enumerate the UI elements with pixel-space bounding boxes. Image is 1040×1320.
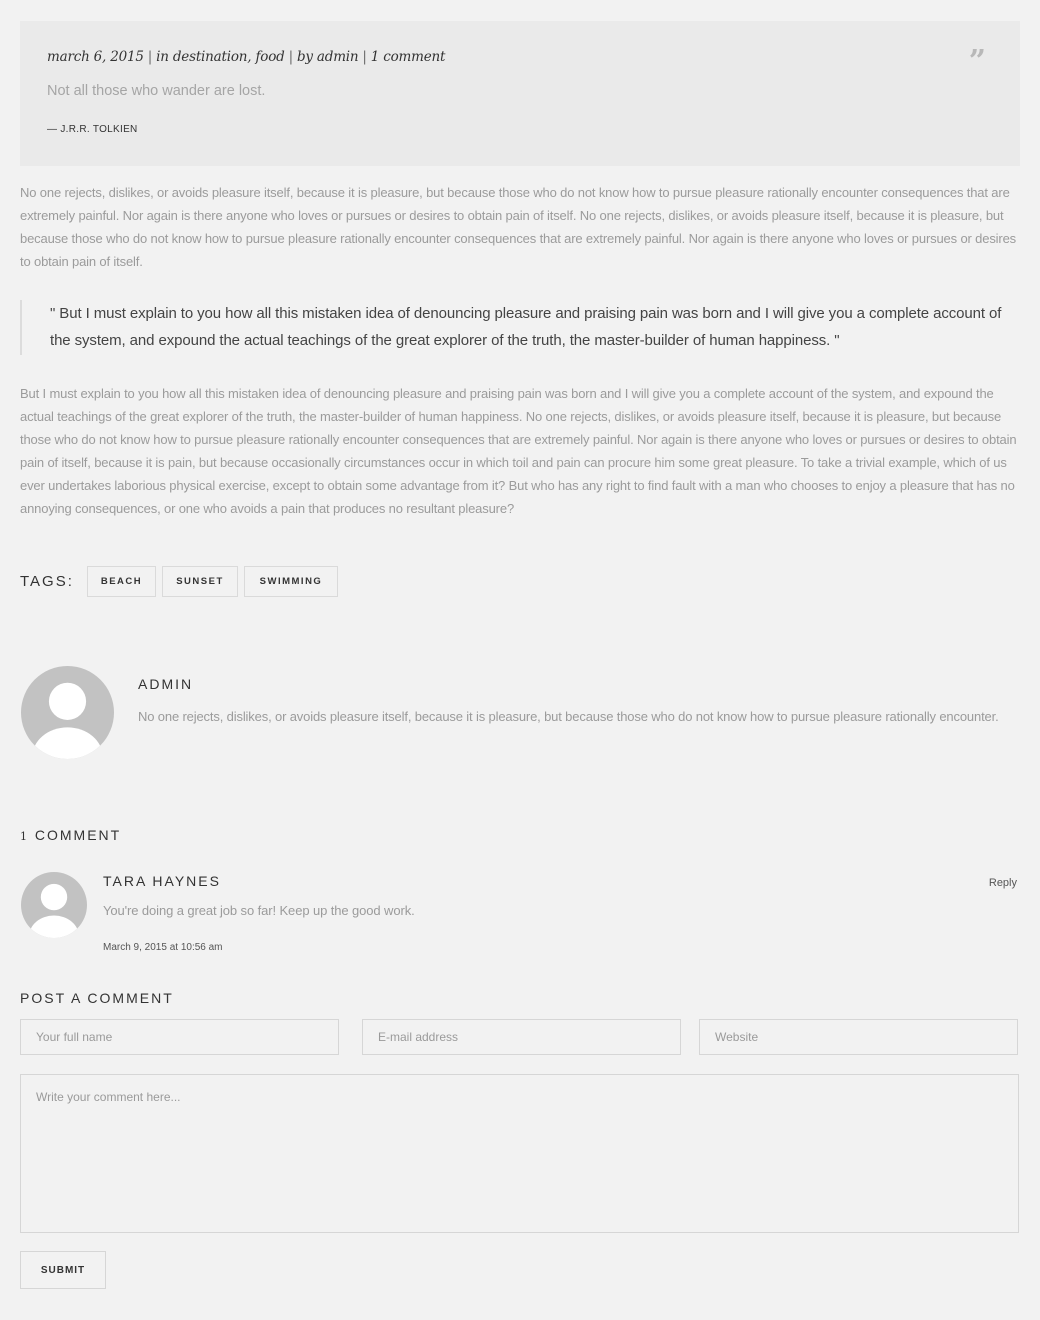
- meta-by-prefix: by: [296, 49, 313, 65]
- post-meta: march 6, 2015 | in destination, food | by admin | 1 comment: [47, 49, 446, 65]
- quote-text: Not all those who wander are lost.: [47, 83, 266, 99]
- quote-card: [20, 21, 1020, 166]
- tag-swimming[interactable]: SWIMMING: [244, 566, 338, 597]
- user-avatar-icon: [21, 872, 87, 938]
- category-link-destination[interactable]: destination: [172, 49, 248, 65]
- meta-in-prefix: in: [156, 49, 169, 65]
- meta-separator: |: [147, 49, 153, 65]
- name-field[interactable]: [20, 1019, 339, 1055]
- quote-author: — J.R.R. TOLKIEN: [47, 124, 138, 135]
- author-name: ADMIN: [138, 676, 194, 692]
- user-avatar-icon: [21, 666, 114, 759]
- submit-button[interactable]: SUBMIT: [20, 1251, 106, 1289]
- quote-icon: ”: [968, 44, 986, 79]
- comment-text: You're doing a great job so far! Keep up the good work.: [103, 903, 415, 918]
- website-field[interactable]: [699, 1019, 1018, 1055]
- tag-sunset[interactable]: SUNSET: [162, 566, 238, 597]
- reply-link[interactable]: Reply: [988, 877, 1017, 889]
- comment-date: March 9, 2015 at 10:56 am: [103, 942, 223, 953]
- post-comment-heading: POST A COMMENT: [20, 990, 174, 1006]
- tag-beach[interactable]: BEACH: [87, 566, 156, 597]
- comments-count-link[interactable]: 1 comment: [370, 49, 446, 65]
- post-date-link[interactable]: march 6, 2015: [47, 49, 144, 65]
- body-paragraph: But I must explain to you how all this mistaken idea of denouncing pleasure and praising pain was born and I will give you a complete account of the system, and expound the actual teachings of the great explorer of the truth, the master-builder of human happiness. No one rejects, dislikes, or avoids pleasure itself, because it is pleasure, but because those who do not know how to pursue pleasure rationally encounter consequences that are extremely painful. Nor again is there anyone who loves or pursues or desires to obtain pain of itself, because it is pain, but because occasionally circumstances occur in which toil and pain can procure him some great pleasure. To take a trivial example, which of us ever undertakes laborious physical exercise, except to obtain some advantage from it? But who has any right to find fault with a man who chooses to enjoy a pleasure that has no annoying consequences, or one who avoids a pain that produces no resultant pleasure?: [20, 386, 1017, 516]
- comments-count: 1: [20, 830, 29, 843]
- email-field[interactable]: [362, 1019, 681, 1055]
- comments-heading: [20, 827, 121, 843]
- commenter-name: TARA HAYNES: [103, 873, 221, 889]
- body-paragraph: No one rejects, dislikes, or avoids pleasure itself, because it is pleasure, but because those who do not know how to pursue pleasure rationally encounter consequences that are extremely painful. Nor again is there anyone who loves or pursues or desires to obtain pain of itself. No one rejects, dislikes, or avoids pleasure itself, because it is pleasure, but because those who do not know how to pursue pleasure rationally encounter consequences that are extremely painful. Nor again is there anyone who loves or pursues or desires to obtain pain of itself.: [20, 185, 1017, 269]
- blockquote: " But I must explain to you how all this mistaken idea of denouncing pleasure and praising pain was born and I will give you a complete account of the system, and expound the actual teachings of the great explorer of the truth, the master-builder of human happiness. ": [20, 300, 1020, 355]
- comments-heading-label: COMMENT: [34, 827, 122, 843]
- author-bio: No one rejects, dislikes, or avoids pleasure itself, because it is pleasure, but because those who do not know how to pursue pleasure rationally encounter.: [138, 709, 999, 724]
- meta-separator: |: [362, 49, 367, 65]
- meta-separator: |: [288, 49, 293, 65]
- category-link-food[interactable]: food: [255, 49, 285, 65]
- post-author-link[interactable]: admin: [316, 49, 359, 65]
- tags-label: TAGS:: [20, 573, 74, 590]
- comment-textarea[interactable]: [20, 1074, 1019, 1233]
